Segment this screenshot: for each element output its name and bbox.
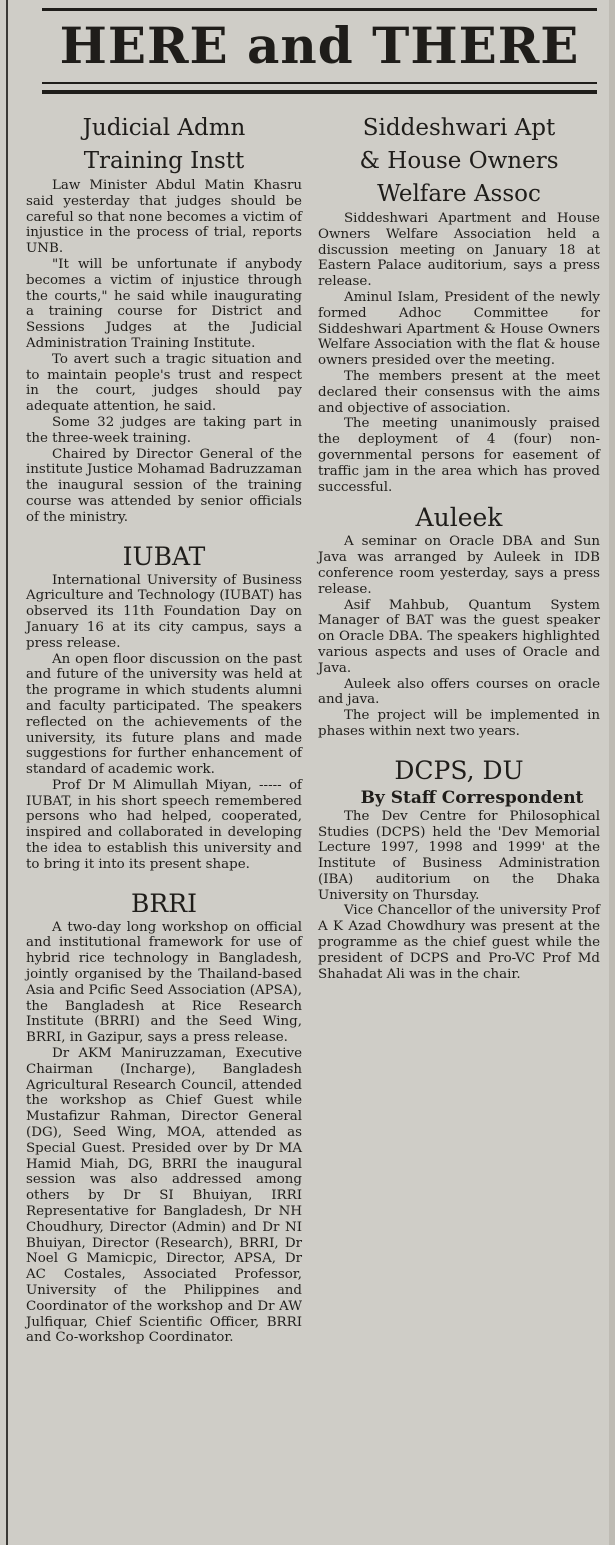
masthead [42, 8, 597, 96]
paragraph: A two-day long workshop on official and institutional framework for use of hybrid rice technology in Bangladesh, jointly organised by the Thailand-based Asia and Pcific Seed Association (APSA), the Bangladesh at Rice Research Institute (BRRI) and the Seed Wing, BRRI, in Gazipur, says a press release. [26, 919, 302, 1046]
paragraph: A seminar on Oracle DBA and Sun Java was arranged by Auleek in IDB conference room yesterday, says a press release. [318, 534, 600, 597]
paragraph: Asif Mahbub, Quantum System Manager of BAT was the guest speaker on Oracle DBA. The speakers highlighted various aspects and uses of Oracle and Java. [318, 597, 600, 676]
paragraph: The members present at the meet declared their consensus with the aims and objective of association. [318, 368, 600, 416]
article-siddeshwari [318, 112, 600, 495]
headline-line-2: Training Instt [83, 148, 245, 174]
paragraph: To avert such a tragic situation and to maintain people's trust and respect in the court, judges should pay adequate attention, he said. [26, 351, 302, 415]
paragraph: Prof Dr M Alimullah Miyan, ----- of IUBAT, in his short speech remembered persons who had helped, cooperated, inspired and collaborated in developing the idea to establish this university and to bring it into its present shape. [26, 777, 302, 872]
paragraph: An open floor discussion on the past and future of the university was held at the programe in which students alumni and faculty participated. The speakers reflected on the achievements of the university, its future plans and made suggestions for further enhancement of standard of academic work. [26, 651, 302, 778]
headline-line-1: Judicial Admn [82, 115, 246, 141]
headline-line-2: & House Owners [359, 148, 559, 174]
paragraph: Vice Chancellor of the university Prof A K Azad Chowdhury was present at the programme as the chief guest while the president of DCPS and Pro-VC Prof Md Shahadat Ali was in the chair. [318, 903, 600, 982]
headline: Auleek [415, 503, 503, 533]
paragraph: Some 32 judges are taking part in the three-week training. [26, 414, 302, 446]
masthead-bottom-rule-thick [42, 90, 597, 94]
paragraph: Aminul Islam, President of the newly formed Adhoc Committee for Siddeshwari Apartment & House Owners Welfare Association with the flat & house owners presided over the meeting. [318, 289, 600, 369]
paragraph: Siddeshwari Apartment and House Owners Welfare Association held a discussion meeting on January 18 at Eastern Palace auditorium, says a press release. [318, 211, 600, 290]
paragraph: "It will be unfortunate if anybody becomes a victim of injustice through the courts," he said while inaugurating a training course for District and Sessions Judges at the Judicial Administration Training Institute. [26, 256, 302, 351]
left-column [26, 112, 302, 1346]
column-gutter-line [6, 0, 8, 1545]
headline-line-1: Siddeshwari Apt [362, 115, 556, 141]
paragraph: The meeting unanimously praised the deployment of 4 (four) non-governmental persons for easement of traffic jam in the area which has proved successful. [318, 416, 600, 495]
paragraph: Law Minister Abdul Matin Khasru said yesterday that judges should be careful so that none becomes a victim of injustice in the process of trial, reports UNB. [26, 178, 302, 257]
paragraph: International University of Business Agriculture and Technology (IUBAT) has observed its 11th Foundation Day on January 16 at its city campus, says a press release. [26, 572, 302, 651]
page-edge [609, 0, 615, 1545]
headline: IUBAT [122, 541, 206, 571]
article-brri [26, 887, 302, 1347]
paragraph: Chaired by Director General of the institute Justice Mohamad Badruzzaman the inaugural session of the training course was attended by senior officials of the ministry. [26, 446, 302, 525]
article-auleek [318, 501, 600, 739]
paragraph: The project will be implemented in phases within next two years. [318, 708, 600, 739]
paragraph: The Dev Centre for Philosophical Studies (DCPS) held the 'Dev Memorial Lecture 1997, 1998 and 1999' at the Institute of Business Administration (IBA) auditorium on the Dhaka University on Thursday. [318, 808, 600, 903]
article-iubat [26, 540, 302, 873]
masthead-title: HERE and THERE [59, 16, 580, 75]
masthead-bottom-rule [42, 82, 597, 84]
headline: BRRI [131, 888, 197, 918]
headline: DCPS, DU [394, 755, 524, 785]
right-column [318, 112, 600, 982]
article-dcps [318, 754, 600, 983]
byline: By Staff Correspondent [360, 787, 584, 808]
article-judicial [26, 112, 302, 526]
masthead-top-rule [42, 8, 597, 11]
headline-line-3: Welfare Assoc [377, 181, 541, 207]
paragraph: Auleek also offers courses on oracle and java. [318, 676, 600, 708]
paragraph: Dr AKM Maniruzzaman, Executive Chairman (Incharge), Bangladesh Agricultural Research Council, attended the workshop as Chief Guest while Mustafizur Rahman, Director General (DG), Seed Wing, MOA, attended as Special Guest. Presided over by Dr MA Hamid Miah, DG, BRRI the inaugural session was also addressed among others by Dr SI Bhuiyan, IRRI Representative for Bangladesh, Dr NH Choudhury, Director (Admin) and Dr NI Bhuiyan, Director (Research), BRRI, Dr Noel G Mamicpic, Director, APSA, Dr AC Costales, Associated Professor, University of the Philippines and Coordinator of the workshop and Dr AW Julfiquar, Chief Scientific Officer, BRRI and Co-workshop Coordinator. [26, 1046, 302, 1346]
